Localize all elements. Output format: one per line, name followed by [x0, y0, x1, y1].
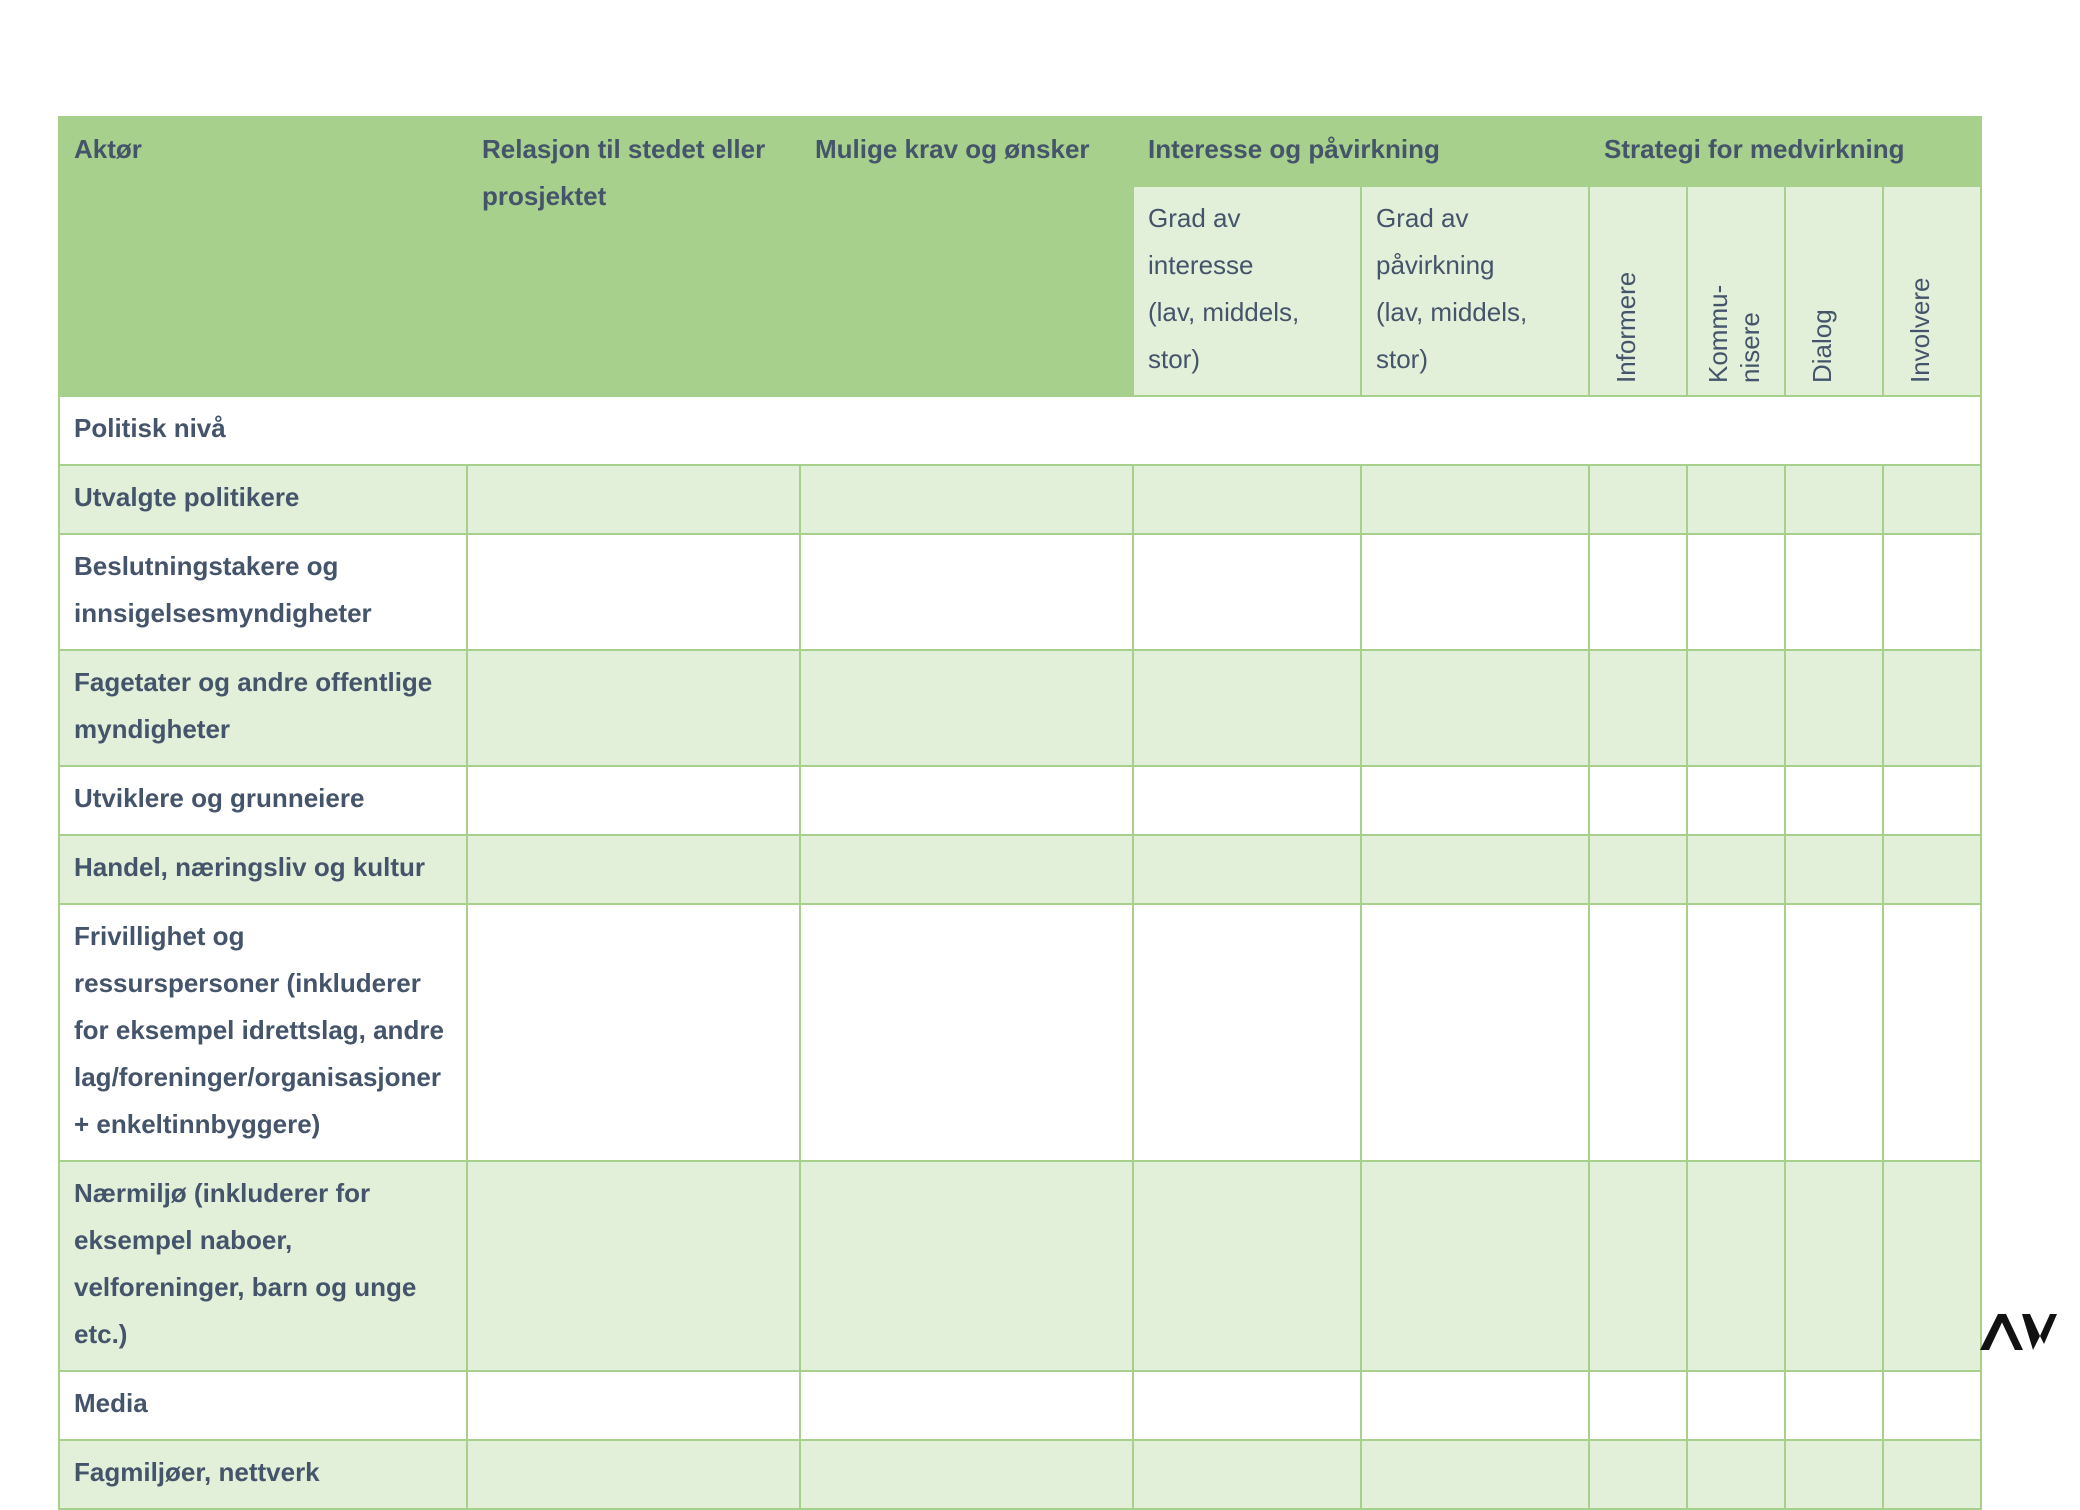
section-row [59, 396, 1981, 465]
empty-cell [1785, 1440, 1883, 1509]
empty-cell [1687, 1371, 1785, 1440]
empty-cell [1133, 1161, 1361, 1371]
empty-cell [800, 1161, 1133, 1371]
empty-cell [800, 534, 1133, 650]
empty-cell [800, 835, 1133, 904]
table-row [59, 1161, 1981, 1371]
table-row [59, 650, 1981, 766]
empty-cell [1883, 1371, 1981, 1440]
empty-cell [1133, 1440, 1361, 1509]
empty-cell [1785, 766, 1883, 835]
empty-cell [1687, 835, 1785, 904]
empty-cell [1589, 650, 1687, 766]
row-label: Utvalgte politikere [59, 465, 467, 534]
empty-cell [1785, 650, 1883, 766]
table-row [59, 835, 1981, 904]
row-label: Handel, næringsliv og kultur [59, 835, 467, 904]
empty-cell [800, 904, 1133, 1161]
table-row [59, 465, 1981, 534]
empty-cell [1785, 1371, 1883, 1440]
row-label: Media [59, 1371, 467, 1440]
empty-cell [1785, 1161, 1883, 1371]
empty-cell [1361, 1440, 1589, 1509]
header-involvere: Involvere [1883, 186, 1981, 396]
empty-cell [467, 766, 800, 835]
empty-cell [1883, 534, 1981, 650]
empty-cell [800, 465, 1133, 534]
table-body [59, 465, 1981, 1509]
empty-cell [467, 1371, 800, 1440]
empty-cell [1361, 835, 1589, 904]
empty-cell [800, 1371, 1133, 1440]
empty-cell [1133, 835, 1361, 904]
row-label: Beslutningstakere og innsigelsesmyndigheter [59, 534, 467, 650]
empty-cell [1785, 835, 1883, 904]
header-aktor: Aktør [59, 117, 467, 396]
section-label: Politisk nivå [59, 396, 1981, 465]
empty-cell [1361, 1371, 1589, 1440]
empty-cell [1687, 465, 1785, 534]
empty-cell [467, 904, 800, 1161]
empty-cell [1133, 534, 1361, 650]
empty-cell [1883, 1440, 1981, 1509]
header-relasjon: Relasjon til stedet eller prosjektet [467, 117, 800, 396]
empty-cell [1133, 904, 1361, 1161]
empty-cell [1361, 766, 1589, 835]
empty-cell [1589, 534, 1687, 650]
empty-cell [1785, 465, 1883, 534]
header-krav: Mulige krav og ønsker [800, 117, 1133, 396]
empty-cell [1883, 766, 1981, 835]
empty-cell [1133, 766, 1361, 835]
table-row [59, 1440, 1981, 1509]
empty-cell [1589, 904, 1687, 1161]
row-label: Utviklere og grunneiere [59, 766, 467, 835]
empty-cell [1687, 904, 1785, 1161]
empty-cell [1589, 835, 1687, 904]
empty-cell [1687, 766, 1785, 835]
header-row-top [59, 117, 1981, 186]
empty-cell [1133, 465, 1361, 534]
empty-cell [467, 835, 800, 904]
empty-cell [1361, 650, 1589, 766]
stakeholder-matrix-table [58, 116, 1982, 1510]
row-label: Fagetater og andre offentlige myndigheter [59, 650, 467, 766]
empty-cell [1785, 534, 1883, 650]
empty-cell [1687, 534, 1785, 650]
row-label: Nærmiljø (inkluderer for eksempel naboer, velforeninger, barn og unge etc.) [59, 1161, 467, 1371]
row-label: Frivillighet og ressurspersoner (inkluderer for eksempel idrettslag, andre lag/foreninger/organisasjoner + enkeltinnbyggere) [59, 904, 467, 1161]
empty-cell [1589, 1371, 1687, 1440]
empty-cell [1687, 1440, 1785, 1509]
empty-cell [467, 534, 800, 650]
empty-cell [1687, 650, 1785, 766]
empty-cell [1133, 650, 1361, 766]
empty-cell [1883, 904, 1981, 1161]
empty-cell [1133, 1371, 1361, 1440]
empty-cell [800, 766, 1133, 835]
header-strategi: Strategi for medvirkning [1589, 117, 1981, 186]
empty-cell [467, 465, 800, 534]
table-row [59, 1371, 1981, 1440]
row-label: Fagmiljøer, nettverk [59, 1440, 467, 1509]
table-row [59, 904, 1981, 1161]
header-dialog: Dialog [1785, 186, 1883, 396]
empty-cell [1785, 904, 1883, 1161]
empty-cell [1361, 465, 1589, 534]
empty-cell [1687, 1161, 1785, 1371]
empty-cell [467, 1161, 800, 1371]
empty-cell [1883, 835, 1981, 904]
header-grad-pavirkning: Grad av påvirkning (lav, middels, stor) [1361, 186, 1589, 396]
header-informere: Informere [1589, 186, 1687, 396]
empty-cell [1361, 904, 1589, 1161]
empty-cell [1361, 1161, 1589, 1371]
table-row [59, 534, 1981, 650]
empty-cell [800, 650, 1133, 766]
empty-cell [467, 1440, 800, 1509]
empty-cell [1589, 1161, 1687, 1371]
empty-cell [1589, 766, 1687, 835]
header-interesse: Interesse og påvirkning [1133, 117, 1589, 186]
empty-cell [1589, 465, 1687, 534]
empty-cell [1883, 1161, 1981, 1371]
header-grad-interesse: Grad av interesse (lav, middels, stor) [1133, 186, 1361, 396]
empty-cell [800, 1440, 1133, 1509]
empty-cell [1883, 650, 1981, 766]
header-kommunisere: Kommu- nisere [1687, 186, 1785, 396]
empty-cell [467, 650, 800, 766]
empty-cell [1883, 465, 1981, 534]
table-row [59, 766, 1981, 835]
empty-cell [1589, 1440, 1687, 1509]
company-logo-icon [1978, 1308, 2058, 1354]
empty-cell [1361, 534, 1589, 650]
